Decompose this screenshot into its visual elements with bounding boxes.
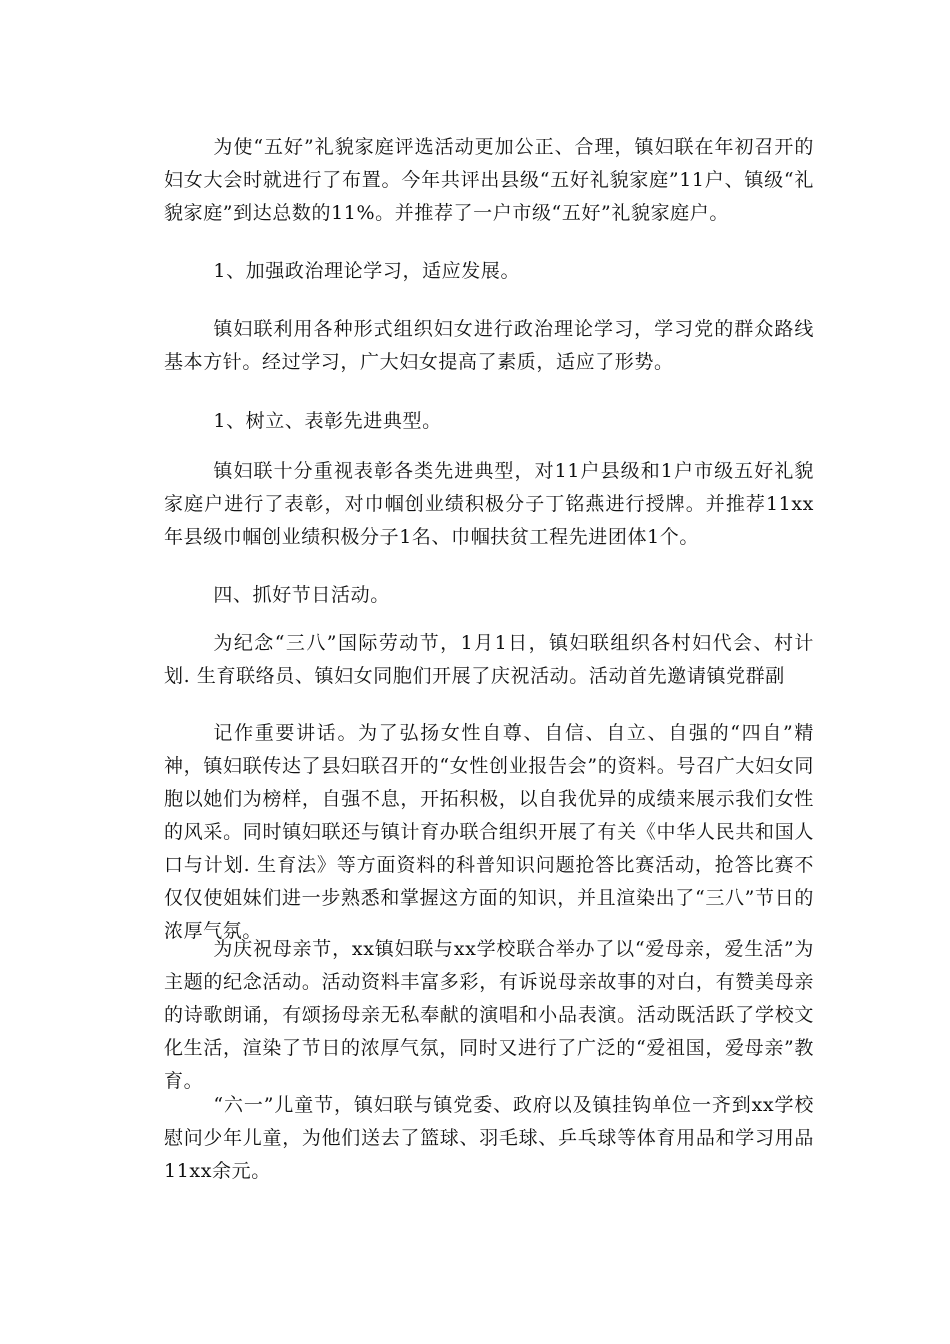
heading-commend-models: 1、树立、表彰先进典型。 [213,410,442,432]
paragraph-childrens-day: “六一”儿童节，镇妇联与镇党委、政府以及镇挂钩单位一齐到xx学校慰问少年儿童，为他们送去了篮球、羽毛球、乒乓球等体育用品和学习用品11xx余元。 [164,1094,814,1182]
paragraph-mothers-day: 为庆祝母亲节，xx镇妇联与xx学校联合举办了以“爱母亲，爱生活”为主题的纪念活动。活动资料丰富多彩，有诉说母亲故事的对白，有赞美母亲的诗歌朗诵，有颂扬母亲无私奉献的演唱和小品表演。活动既活跃了学校文化生活，渲染了节日的浓厚气氛，同时又进行了广泛的“爱祖国，爱母亲”教育。 [164,938,814,1092]
heading-holiday-activities: 四、抓好节日活动。 [213,584,390,606]
paragraph-political-study: 镇妇联利用各种形式组织妇女进行政治理论学习，学习党的群众路线基本方针。经过学习，广大妇女提高了素质，适应了形势。 [164,318,814,373]
paragraph-womens-day: 为纪念“三八”国际劳动节，1月1日，镇妇联组织各村妇代会、村计划. 生育联络员、镇妇女同胞们开展了庆祝活动。活动首先邀请镇党群副 [164,632,814,687]
paragraph-commend-models: 镇妇联十分重视表彰各类先进典型，对11户县级和1户市级五好礼貌家庭户进行了表彰，对巾帼创业绩积极分子丁铭燕进行授牌。并推荐11xx年县级巾帼创业绩积极分子1名、巾帼扶贫工程先进团体1个。 [164,460,814,548]
paragraph-womens-day-continued: 记作重要讲话。为了弘扬女性自尊、自信、自立、自强的“四自”精神，镇妇联传达了县妇联召开的“女性创业报告会”的资料。号召广大妇女同胞以她们为榜样，自强不息，开拓积极，以自我优异的成绩来展示我们女性的风采。同时镇妇联还与镇计育办联合组织开展了有关《中华人民共和国人口与计划. 生育法》等方面资料的科普知识问题抢答比赛活动，抢答比赛不仅仅使姐妹们进一步熟悉和掌握这方面的知识，并且渲染出了“三八”节日的浓厚气氛。 [164,722,814,942]
paragraph-five-good-families: 为使“五好”礼貌家庭评选活动更加公正、合理，镇妇联在年初召开的妇女大会时就进行了布置。今年共评出县级“五好礼貌家庭”11户、镇级“礼貌家庭”到达总数的11%。并推荐了一户市级“五好”礼貌家庭户。 [164,136,814,224]
heading-political-study: 1、加强政治理论学习，适应发展。 [213,260,521,282]
